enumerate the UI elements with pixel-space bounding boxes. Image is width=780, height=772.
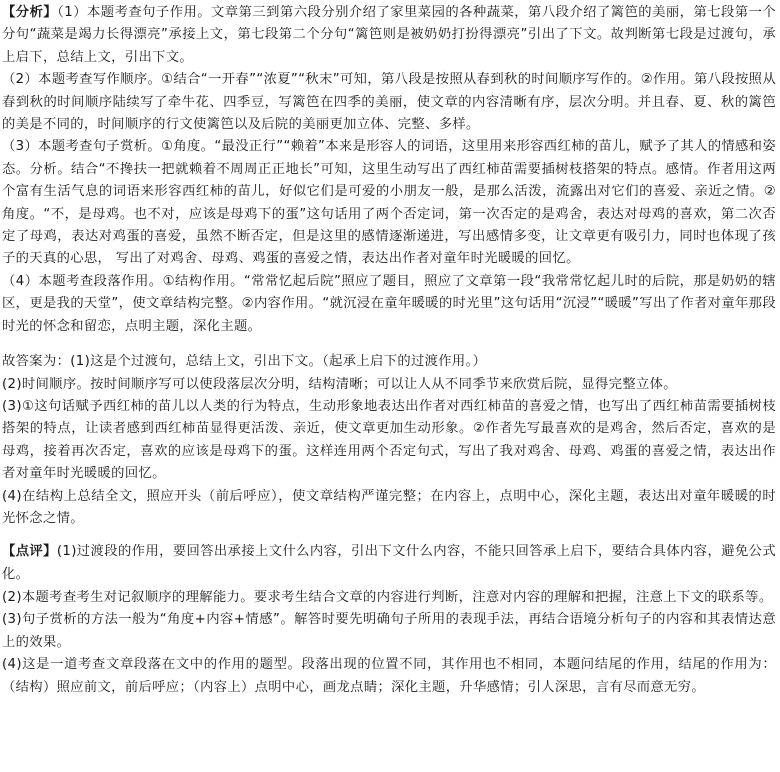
- answer-paragraph-2: (2)时间顺序。按时间顺序写可以使段落层次分明，结构清晰；可以让人从不同季节来欣赏后院，显得完整立体。: [2, 376, 677, 392]
- comment-paragraph-2: (2)本题考查考生对记叙顺序的理解能力。要求考生结合文章的内容进行判断，注意对内容的理解和把握，注意上下文的联系等。: [2, 589, 773, 605]
- analysis-text-1: （1）本题考查句子作用。文章第三到第六段分别介绍了家里菜园的各种蔬菜，第八段介绍了篱笆的美丽，第七段第一个分句“蔬菜是竭力长得漂亮”承接上文，第七段第二个分句“篱笆则是被奶奶打扮得漂亮”引出了下文。故判断第七段是过渡句，承上启下，总结上文，引出下文。: [2, 5, 777, 65]
- comment-text-1: (1)过渡段的作用，要回答出承接上文什么内容，引出下文什么内容，不能只回答承上启下，要结合具体内容，避免公式化。: [2, 544, 777, 582]
- comment-paragraph-1: [2, 541, 776, 586]
- spacer: [2, 338, 776, 351]
- answer-paragraph-3: (3)①这句话赋予西红柿的苗儿以人类的行为特点，生动形象地表达出作者对西红柿苗的喜爱之情，也写出了西红柿苗需要插树枝搭架的特点，让读者感到西红柿苗显得更活泼、亲近，使文章更加生动形象。②作者先写最喜欢的是鸡舍，然后否定，喜欢的是母鸡，接着再次否定，喜欢的应该是母鸡下的蛋。这样连用两个否定句式，写出了我对鸡舍、母鸡、鸡蛋的喜爱之情，表达出作者对童年时光暖暖的回忆。: [2, 398, 776, 482]
- analysis-tag: 【分析】: [2, 5, 58, 20]
- comment-paragraph-3: (3)句子赏析的方法一般为“角度+内容+情感”。解答时要先明确句子所用的表现手法，再结合语境分析句子的内容和其表情达意上的效果。: [2, 612, 776, 650]
- answer-paragraph-1: 故答案为：(1)这是个过渡句，总结上文，引出下文。（起承上启下的过渡作用。）: [2, 354, 487, 370]
- analysis-paragraph-2: （2）本题考查写作顺序。①结合“一开春”“浓夏”“秋末”可知，第八段是按照从春到秋的时间顺序写作的。②作用。第八段按照从春到秋的时间顺序陆续写了牵牛花、四季豆，写篱笆在四季的美丽，使文章的内容清晰有序，层次分明。并且春、夏、秋的篱笆的美是不同的，时间顺序的行文使篱笆以及后院的美丽更加立体、完整、多样。: [2, 72, 776, 133]
- answer-paragraph-4: (4)在结构上总结全文，照应开头（前后呼应），使文章结构严谨完整；在内容上，点明中心，深化主题，表达出对童年暖暖的时光怀念之情。: [2, 488, 776, 526]
- analysis-paragraph-3: （3）本题考查句子赏析。①角度。“最没正行”“赖着”本来是形容人的词语，这里用来形容西红柿的苗儿，赋予了其人的情感和姿态。分析。结合“不搀扶一把就赖着不周周正正地长”可知，这里生动写出了西红柿苗需要插树枝搭架的特点。感情。作者用这两个富有生活气息的词语来形容西红柿的苗儿，好似它们是可爱的小朋友一般，是那么活泼，流露出对它们的喜爱、亲近之情。②角度。“不，是母鸡。也不对，应该是母鸡下的蛋”这句话用了两个否定词，第一次否定的是鸡舍，表达对母鸡的喜欢，第二次否定了母鸡，表达对鸡蛋的喜爱，虽然不断否定，但是这里的感情逐渐递进，写出感情多变，让文章更有吸引力，同时也体现了孩子的天真的心思， 写出了对鸡舍、母鸡、鸡蛋的喜爱之情，表达出作者对童年时光暖暖的回忆。: [2, 139, 776, 267]
- analysis-paragraph-4: （4）本题考查段落作用。①结构作用。“常常忆起后院”照应了题目，照应了文章第一段“我常常忆起儿时的后院，那是奶奶的辖区，更是我的天堂”，使文章结构完整。②内容作用。“就沉浸在童年暖暖的时光里”这句话用“沉浸”“暖暖”写出了作者对童年那段时光的怀念和留恋，点明主题，深化主题。: [2, 273, 776, 334]
- answer-section: [2, 351, 776, 530]
- spacer: [2, 530, 776, 541]
- comment-tag: 【点评】: [2, 544, 57, 560]
- comment-section: [2, 541, 776, 699]
- analysis-paragraph-1: [2, 2, 776, 69]
- analysis-section: [2, 2, 776, 338]
- comment-paragraph-4: (4)这是一道考查文章段落在文中的作用的题型。段落出现的位置不同，其作用也不相同，本题问结尾的作用，结尾的作用为：（结构）照应前文，前后呼应；（内容上）点明中心，画龙点睛；深化主题，升华感情；引人深思，言有尽而意无穷。: [2, 657, 776, 695]
